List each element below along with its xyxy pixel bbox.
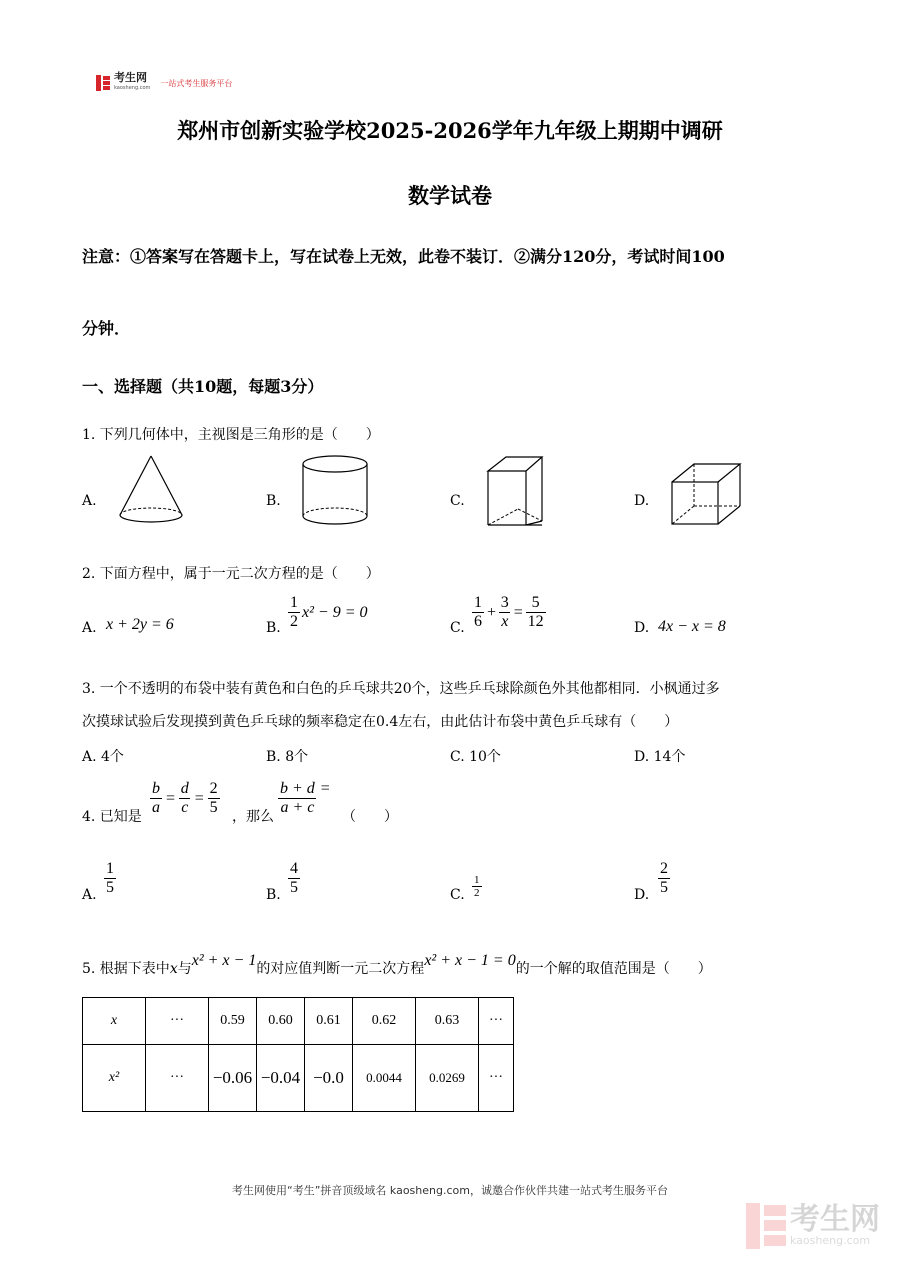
logo-slogan: 一站式考生服务平台 [160,78,233,88]
watermark-domain: kaosheng.com [790,1234,871,1247]
q1-option-c-label: C. [450,493,465,509]
question-1-stem: 1. 下列几何体中，主视图是三角形的是（ ） [82,427,380,443]
q3-option-b: B. 8个 [266,749,309,765]
q4-option-d-label: D. [634,887,650,903]
table-cell: 0.62 [353,998,416,1045]
question-3-line-1: 3. 一个不透明的布袋中装有黄色和白色的乒乓球共20个，这些乒乓球除颜色外其他都相同．小枫通过多 [82,681,720,697]
table-cell: ··· [146,998,209,1045]
table-cell: x² [83,1045,146,1112]
q4-option-a-label: A. [82,887,97,903]
logo-name: 考生网 kaosheng.com [114,71,151,91]
watermark-name: 考生网 [790,1202,880,1237]
question-4-paren: （ ） [342,809,398,825]
header-logo [96,73,232,93]
table-cell: ··· [146,1045,209,1112]
q2-option-d-expr: 4x − x = 8 [658,618,726,635]
q3-option-d: D. 14个 [634,749,686,765]
q4-option-d-frac: $\frac{2}{5}$ [660,860,668,896]
table-cell: ··· [479,1045,514,1112]
table-cell: 0.61 [305,998,353,1045]
q4-option-c-frac: $\frac{1}{2}$ [474,874,480,899]
q4-option-c-label: C. [450,887,465,903]
table-cell: 0.63 [416,998,479,1045]
q2-option-c-label: C. [450,620,465,636]
cylinder-figure [298,453,372,529]
table-cell: −0.06 [209,1045,257,1112]
table-row [83,1045,514,1112]
notice-line-2: 分钟． [82,319,131,338]
table-row [83,998,514,1045]
notice-line-1: 注意：①答案写在答题卡上，写在试卷上无效，此卷不装订．②满分120分，考试时间100 [82,247,725,266]
q4-option-b-frac: $\frac{4}{5}$ [290,860,298,896]
q1-option-a-label: A. [82,493,97,509]
table-cell: ··· [479,998,514,1045]
q4-target-expr: $\frac{b + d}{a + c}$ = [280,780,331,816]
q2-option-c-expr: $\frac{1}{6}$ + $\frac{3}{x}$ = $\frac{5}{12}$ [474,594,544,630]
table-cell: −0.04 [257,1045,305,1112]
watermark [746,1203,880,1249]
q4-given-expr: $\frac{b}{a}$ = $\frac{d}{c}$ = $\frac{2}{5}$ [152,780,218,816]
value-table [82,997,514,1112]
question-5-stem: 5. 根据下表中x与x² + x − 1的对应值判断一元二次方程x² + x − 1 = 0的一个解的取值范围是（ ） [82,952,712,977]
page-footer: 考生网使用“考生”拼音顶级域名 kaosheng.com，诚邀合作伙伴共建一站式考生服务平台 [232,1184,668,1197]
watermark-logo-icon [746,1203,786,1249]
q2-option-a-label: A. [82,620,97,636]
table-cell: 0.60 [257,998,305,1045]
cube-figure [668,460,744,528]
logo-domain: kaosheng.com [114,85,151,91]
question-4-mid: ，那么 [232,809,274,825]
question-3-line-2: 次摸球试验后发现摸到黄色乒乓球的频率稳定在0.4左右，由此估计布袋中黄色乒乓球有（ ） [82,714,679,730]
q1-option-b-label: B. [266,493,281,509]
cone-figure [115,453,187,528]
table-cell: 0.59 [209,998,257,1045]
triangular-prism-figure [484,453,550,529]
table-cell: 0.0044 [353,1045,416,1112]
q4-option-a-frac: $\frac{1}{5}$ [106,860,114,896]
table-cell: 0.0269 [416,1045,479,1112]
q2-option-b-label: B. [266,620,281,636]
kaosheng-logo-icon [96,75,110,91]
exam-title: 郑州市创新实验学校2025-2026学年九年级上期期中调研 [177,118,723,143]
section-heading: 一、选择题（共10题，每题3分） [82,377,324,396]
table-cell: −0.0 [305,1045,353,1112]
q2-option-d-label: D. [634,620,650,636]
question-4-prefix: 4. 已知是 [82,809,142,825]
table-cell: x [83,998,146,1045]
q2-option-b-expr: $\frac{1}{2}$ x² − 9 = 0 [290,594,368,630]
exam-subtitle: 数学试卷 [408,183,492,208]
q1-option-d-label: D. [634,493,650,509]
q2-b-fraction: $\frac{1}{2}$ [290,594,298,630]
q3-option-a: A. 4个 [82,749,124,765]
q3-option-c: C. 10个 [450,749,501,765]
question-2-stem: 2. 下面方程中，属于一元二次方程的是（ ） [82,566,380,582]
q4-option-b-label: B. [266,887,281,903]
q2-option-a-expr: x + 2y = 6 [106,616,174,633]
